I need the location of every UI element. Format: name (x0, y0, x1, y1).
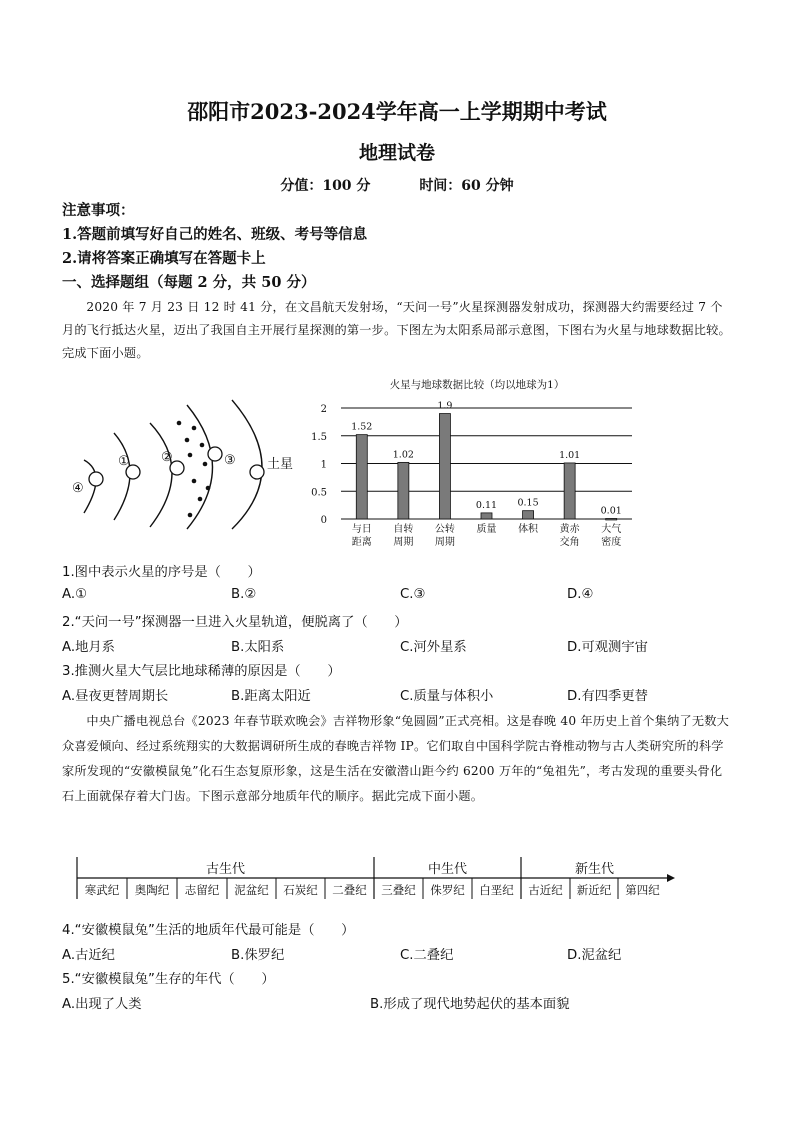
category-label: 质量 (476, 524, 497, 535)
passage-1: 2020 年 7 月 23 日 12 时 41 分，在文昌航天发射场，“天问一号”火星探测器发射成功，探测器大约需要经过 7 个月的飞行抵达火星，迈出了我国自主开展行星探测的第一步。下图左为太阳系局部示意图，下图右为火星与地球数据比较。完成下面小题。 (62, 300, 731, 360)
question-1: 1.图中表示火星的序号是（ ） (62, 565, 261, 580)
period-label: 第四纪 (625, 883, 660, 897)
q1-option-d[interactable]: D.④ (567, 587, 594, 602)
score-text: 分值：100 分 (280, 178, 371, 194)
planet-circle (208, 447, 222, 461)
y-tick-label: 0 (320, 515, 327, 526)
label-3: ③ (224, 453, 236, 468)
category-label: 距离 (351, 537, 372, 548)
category-labels (352, 522, 621, 548)
category-label: 与日 (351, 524, 372, 535)
y-axis-ticks (311, 404, 327, 526)
q5-option-a[interactable]: A.出现了人类 (62, 997, 142, 1012)
q3-option-b[interactable]: B.距离太阳近 (231, 689, 311, 704)
question-4: 4.“安徽模鼠兔”生活的地质年代最可能是（ ） (62, 923, 355, 938)
chart-title: 火星与地球数据比较（均以地球为1） (389, 379, 565, 391)
bar-value-label: 0.11 (475, 499, 498, 511)
era-paleozoic: 古生代 (205, 862, 245, 877)
period-label: 奥陶纪 (134, 883, 170, 897)
period-label: 志留纪 (184, 883, 220, 897)
period-label: 白垩纪 (479, 883, 514, 897)
exam-meta (0, 175, 794, 195)
q3-option-a[interactable]: A.昼夜更替周期长 (62, 689, 169, 704)
label-4: ④ (72, 481, 84, 496)
period-label: 寒武纪 (84, 883, 120, 897)
bar-value-label: 0.01 (600, 505, 622, 517)
y-tick-label: 1.5 (311, 431, 327, 443)
orbit-line (150, 423, 172, 527)
asteroid-dot (188, 453, 193, 458)
bar (606, 518, 617, 520)
question-2: 2.“天问一号”探测器一旦进入火星轨道，便脱离了（ ） (62, 615, 408, 630)
period-label: 三叠纪 (381, 883, 416, 897)
y-tick-label: 0.5 (311, 487, 327, 499)
q2-option-c[interactable]: C.河外星系 (400, 640, 467, 655)
era-cenozoic: 新生代 (574, 862, 614, 877)
bar-value-label: 1.01 (559, 449, 581, 461)
question-5: 5.“安徽模鼠兔”生存的年代（ ） (62, 972, 275, 987)
question-3: 3.推测火星大气层比地球稀薄的原因是（ ） (62, 664, 341, 679)
category-label: 黄赤 (559, 524, 580, 535)
bar-value-label: 1.52 (351, 421, 373, 433)
asteroid-dot (203, 462, 208, 467)
bar (564, 463, 575, 519)
category-label: 自转 (393, 524, 414, 535)
category-label: 周期 (393, 537, 414, 548)
q2-option-d[interactable]: D.可观测宇宙 (567, 640, 648, 655)
geologic-timeline (75, 855, 675, 903)
asteroid-dot (206, 486, 211, 491)
period-label: 侏罗纪 (430, 883, 465, 897)
category-label: 体积 (518, 524, 539, 535)
label-2: ② (161, 450, 173, 465)
asteroid-dot (192, 479, 197, 484)
q4-option-d[interactable]: D.泥盆纪 (567, 948, 622, 963)
period-label: 石炭纪 (283, 883, 318, 897)
q5-option-b[interactable]: B.形成了现代地势起伏的基本面貌 (370, 997, 570, 1012)
orbit-line (187, 405, 213, 529)
bar-value-label: 1.02 (392, 449, 414, 461)
planet-circle (89, 472, 103, 486)
asteroid-dot (188, 513, 193, 518)
q3-option-d[interactable]: D.有四季更替 (567, 689, 648, 704)
q4-option-c[interactable]: C.二叠纪 (400, 948, 454, 963)
saturn-label: 土星 (267, 457, 294, 472)
exam-subtitle: 地理试卷 (358, 142, 435, 164)
q3-option-c[interactable]: C.质量与体积小 (400, 689, 494, 704)
solar-system-diagram (62, 395, 307, 530)
q2-option-b[interactable]: B.太阳系 (231, 640, 285, 655)
q1-option-b[interactable]: B.② (231, 587, 257, 602)
orbit-line (84, 460, 96, 513)
category-label: 周期 (434, 537, 455, 548)
exam-title: 邵阳市2023-2024学年高一上学期期中考试 (187, 99, 607, 124)
period-label: 古近纪 (528, 883, 563, 897)
asteroid-dot (200, 443, 205, 448)
label-1: ① (118, 454, 130, 469)
period-label: 泥盆纪 (234, 883, 269, 897)
note-item-1: 1.答题前填写好自己的姓名、班级、考号等信息 (62, 226, 368, 243)
q1-option-a[interactable]: A.① (62, 587, 88, 602)
bar (439, 414, 450, 519)
section-heading: 一、选择题组（每题 2 分，共 50 分） (62, 274, 316, 291)
passage-2: 中央广播电视总台《2023 年春节联欢晚会》吉祥物形象“兔圆圆”正式亮相。这是春晚 40 年历史上首个集纳了无数大众喜爱倾向、经过系统翔实的大数据调研所生成的春晚吉祥物 IP。它们取自中国科学院古脊椎动物与古人类研究所的科学家所发现的“安徽模鼠兔”化石生态复原形象，这是生活在安徽潜山距今约 6200 万年的“兔祖先”，考古发现的重要头骨化石上面就保存着大门齿。下图示意部分地质年代的顺序。据此完成下面小题。 (62, 714, 730, 803)
q4-option-a[interactable]: A.古近纪 (62, 948, 115, 963)
y-tick-label: 1 (320, 459, 327, 471)
bar (398, 462, 409, 519)
asteroid-dot (192, 426, 197, 431)
q4-option-b[interactable]: B.侏罗纪 (231, 948, 285, 963)
category-label: 密度 (601, 537, 622, 548)
period-label: 二叠纪 (332, 883, 367, 897)
q1-option-c[interactable]: C.③ (400, 587, 426, 602)
bar-value-label: 0.15 (517, 497, 539, 509)
q2-option-a[interactable]: A.地月系 (62, 640, 115, 655)
notes-heading: 注意事项： (62, 202, 135, 219)
category-label: 大气 (601, 524, 622, 535)
era-mesozoic: 中生代 (427, 862, 467, 877)
planet-circle (250, 465, 264, 479)
bar (523, 511, 534, 519)
category-label: 公转 (434, 524, 455, 535)
asteroid-dot (198, 497, 203, 502)
y-tick-label: 2 (320, 404, 327, 415)
note-item-2: 2.请将答案正确填写在答题卡上 (62, 250, 266, 267)
category-label: 交角 (559, 537, 580, 548)
asteroid-dot (185, 438, 190, 443)
period-label: 新近纪 (576, 883, 612, 897)
time-text: 时间：60 分钟 (419, 178, 514, 194)
asteroid-dot (177, 421, 182, 426)
bar-value-label: 1.9 (437, 400, 453, 412)
bar (356, 435, 367, 519)
mars-earth-chart (305, 372, 640, 550)
bar (481, 513, 492, 519)
period-row (75, 882, 675, 900)
value-labels (351, 401, 622, 517)
